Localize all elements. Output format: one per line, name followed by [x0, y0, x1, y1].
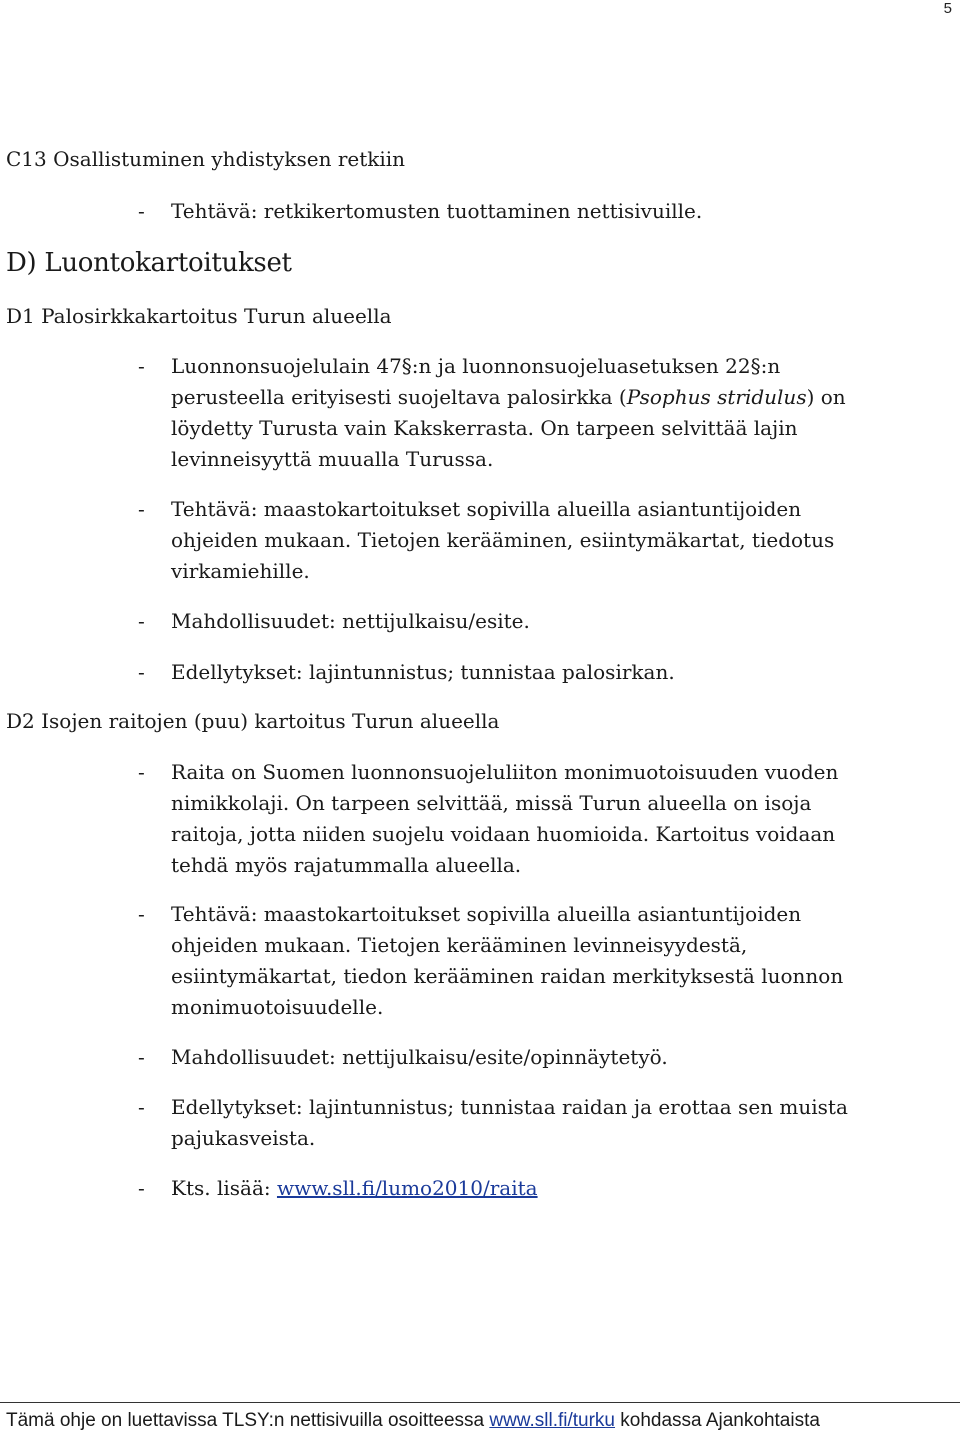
- section-d-heading: D) Luontokartoitukset: [6, 248, 292, 278]
- footer-link[interactable]: www.sll.fi/turku: [489, 1410, 615, 1431]
- d2-item-4-text: [171, 1092, 941, 1154]
- more-info-label: Kts. lisää:: [171, 1176, 277, 1200]
- footer-divider: [0, 1402, 960, 1403]
- dash-bullet: -: [138, 609, 145, 633]
- text-line: Edellytykset: lajintunnistus; tunnistaa raidan ja erottaa sen muista: [171, 1095, 848, 1119]
- footer-suffix: kohdassa Ajankohtaista: [615, 1410, 820, 1431]
- dash-bullet: -: [138, 199, 145, 223]
- text-line: Luonnonsuojelulain 47§:n ja luonnonsuojeluasetuksen 22§:n: [171, 354, 781, 378]
- d1-item-4-text: [171, 657, 941, 688]
- footer-note: [6, 1410, 820, 1432]
- text-line: Raita on Suomen luonnonsuojeluliiton monimuotoisuuden vuoden: [171, 760, 839, 784]
- text-line: raitoja, jotta niiden suojelu voidaan huomioida. Kartoitus voidaan: [171, 822, 836, 846]
- dash-bullet: -: [138, 760, 145, 784]
- d1-item-2-text: [171, 494, 941, 587]
- dash-bullet: -: [138, 497, 145, 521]
- footer-prefix: Tämä ohje on luettavissa TLSY:n nettisivuilla osoitteessa: [6, 1410, 490, 1431]
- text-line: pajukasveista.: [171, 1126, 316, 1150]
- d2-item-2-text: [171, 899, 941, 1023]
- text-line: ) on: [806, 385, 846, 409]
- text-line: monimuotoisuudelle.: [171, 995, 384, 1019]
- text-line: levinneisyyttä muualla Turussa.: [171, 447, 494, 471]
- dash-bullet: -: [138, 660, 145, 684]
- text-line: virkamiehille.: [171, 559, 310, 583]
- d1-item-1-text: [171, 351, 941, 475]
- text-line: Edellytykset: lajintunnistus; tunnistaa palosirkan.: [171, 660, 675, 684]
- dash-bullet: -: [138, 1045, 145, 1069]
- dash-bullet: -: [138, 1176, 145, 1200]
- d2-item-1-text: [171, 757, 941, 881]
- text-line: nimikkolaji. On tarpeen selvittää, missä Turun alueella on isoja: [171, 791, 812, 815]
- d2-item-5-text: [171, 1173, 941, 1204]
- text-line: Tehtävä: maastokartoitukset sopivilla alueilla asiantuntijoiden: [171, 902, 802, 926]
- text-line: ohjeiden mukaan. Tietojen kerääminen levinneisyydestä,: [171, 933, 748, 957]
- d2-item-3-text: [171, 1042, 941, 1073]
- text-line: Mahdollisuudet: nettijulkaisu/esite/opinnäytetyö.: [171, 1045, 668, 1069]
- dash-bullet: -: [138, 902, 145, 926]
- species-name: Psophus stridulus: [626, 385, 807, 409]
- c13-task-line: Tehtävä: retkikertomusten tuottaminen nettisivuille.: [171, 199, 703, 223]
- d1-heading: D1 Palosirkkakartoitus Turun alueella: [6, 304, 392, 328]
- dash-bullet: -: [138, 354, 145, 378]
- text-line: Tehtävä: maastokartoitukset sopivilla alueilla asiantuntijoiden: [171, 497, 802, 521]
- d2-heading: D2 Isojen raitojen (puu) kartoitus Turun alueella: [6, 709, 500, 733]
- text-line: esiintymäkartat, tiedon kerääminen raidan merkityksestä luonnon: [171, 964, 844, 988]
- text-line: ohjeiden mukaan. Tietojen kerääminen, esiintymäkartat, tiedotus: [171, 528, 835, 552]
- text-line: Mahdollisuudet: nettijulkaisu/esite.: [171, 609, 530, 633]
- c13-heading: C13 Osallistuminen yhdistyksen retkiin: [6, 147, 406, 171]
- d1-item-3-text: [171, 606, 941, 637]
- page-number: 5: [943, 0, 952, 17]
- raita-link[interactable]: www.sll.fi/lumo2010/raita: [276, 1176, 538, 1200]
- dash-bullet: -: [138, 1095, 145, 1119]
- text-line: perusteella erityisesti suojeltava palosirkka (: [171, 385, 627, 409]
- text-line: löydetty Turusta vain Kakskerrasta. On tarpeen selvittää lajin: [171, 416, 798, 440]
- c13-task-text: [171, 196, 941, 227]
- text-line: tehdä myös rajatummalla alueella.: [171, 853, 522, 877]
